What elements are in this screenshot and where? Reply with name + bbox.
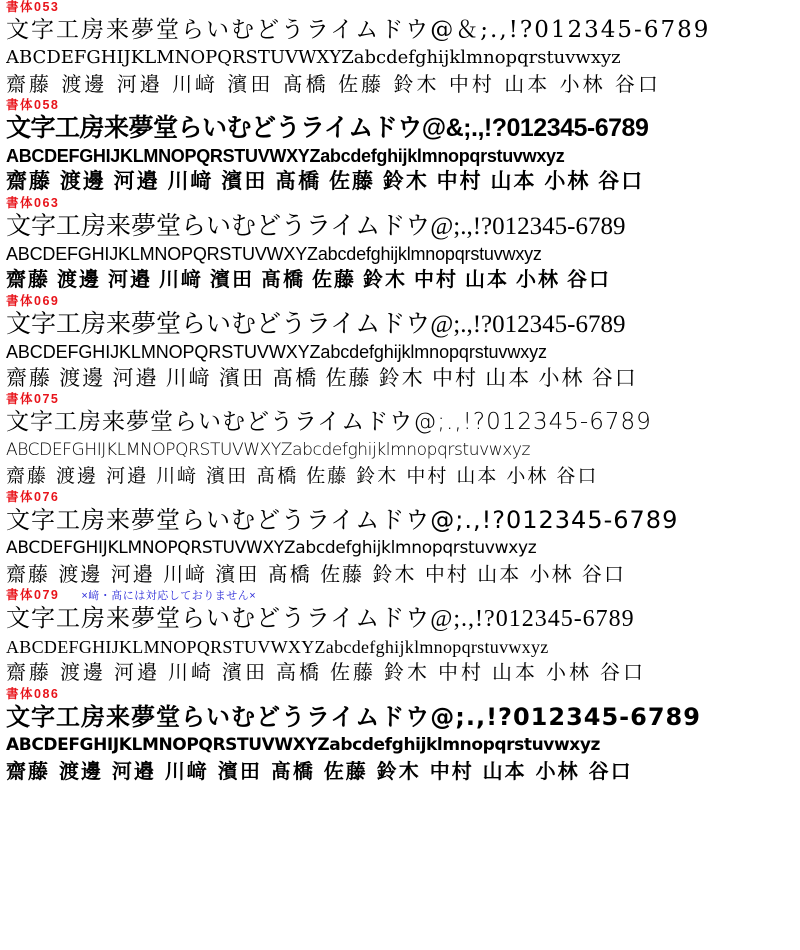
font-sample-block-063: [0, 196, 800, 294]
block-header: [6, 98, 796, 113]
sample-line-latin: ABCDEFGHIJKLMNOPQRSTUVWXYZabcdefghijklmnopqrstuvwxyz: [6, 146, 565, 166]
font-sample-block-079: [0, 588, 800, 687]
sample-line-names: 齋藤 渡邊 河邉 川﨑 濱田 髙橋 佐藤 鈴木 中村 山本 小林 谷口: [6, 562, 626, 586]
sample-line-names: 齋藤 渡邊 河邉 川﨑 濱田 髙橋 佐藤 鈴木 中村 山本 小林 谷口: [6, 72, 661, 96]
sample-line-latin: ABCDEFGHIJKLMNOPQRSTUVWXYZabcdefghijklmnopqrstuvwxyz: [6, 440, 531, 460]
block-header: [6, 294, 796, 309]
block-header: [6, 588, 796, 604]
font-style-title: 書体058: [6, 98, 60, 112]
font-style-title: 書体086: [6, 687, 60, 701]
font-style-title: 書体079: [6, 588, 60, 602]
font-sample-block-053: [0, 0, 800, 98]
font-style-note: ×﨑・髙には対応しておりません×: [81, 590, 257, 602]
font-style-title: 書体075: [6, 392, 60, 406]
font-style-title: 書体069: [6, 294, 60, 308]
block-header: [6, 490, 796, 505]
sample-line-latin: ABCDEFGHIJKLMNOPQRSTUVWXYZabcdefghijklmnopqrstuvwxyz: [6, 637, 549, 657]
sample-line-names: 齋藤 渡邊 河邉 川﨑 濱田 髙橋 佐藤 鈴木 中村 山本 小林 谷口: [6, 170, 645, 193]
sample-line-latin: ABCDEFGHIJKLMNOPQRSTUVWXYZabcdefghijklmnopqrstuvwxyz: [6, 735, 601, 755]
sample-line-japanese: 文字工房来夢堂らいむどうライムドウ@;.,!?012345-6789: [6, 703, 701, 731]
font-sample-block-086: [0, 687, 800, 785]
sample-line-names: 齋藤 渡邊 河邉 川﨑 濱田 髙橋 佐藤 鈴木 中村 山本 小林 谷口: [6, 269, 611, 291]
sample-line-names: 齋藤 渡邊 河邉 川﨑 濱田 髙橋 佐藤 鈴木 中村 山本 小林 谷口: [6, 759, 633, 783]
block-header: [6, 0, 796, 15]
font-sample-block-075: [0, 392, 800, 490]
block-header: [6, 392, 796, 407]
sample-line-latin: ABCDEFGHIJKLMNOPQRSTUVWXYZabcdefghijklmnopqrstuvwxyz: [6, 244, 542, 264]
block-header: [6, 687, 796, 702]
sample-line-names: 齋藤 渡邊 河邉 川﨑 濱田 髙橋 佐藤 鈴木 中村 山本 小林 谷口: [6, 366, 638, 390]
sample-line-latin: ABCDEFGHIJKLMNOPQRSTUVWXYZabcdefghijklmnopqrstuvwxyz: [6, 47, 621, 68]
sample-line-latin: ABCDEFGHIJKLMNOPQRSTUVWXYZabcdefghijklmnopqrstuvwxyz: [6, 538, 537, 558]
sample-line-names: 齋藤 渡邊 河邉 川﨑 濱田 髙橋 佐藤 鈴木 中村 山本 小林 谷口: [6, 465, 599, 487]
sample-line-names: 齋藤 渡邊 河邉 川崎 濱田 高橋 佐藤 鈴木 中村 山本 小林 谷口: [6, 662, 646, 684]
font-sample-block-069: [0, 294, 800, 392]
block-header: [6, 196, 796, 211]
sample-line-japanese: 文字工房来夢堂らいむどうライムドウ@;.,!?012345-6789: [6, 506, 679, 534]
sample-line-latin: ABCDEFGHIJKLMNOPQRSTUVWXYZabcdefghijklmnopqrstuvwxyz: [6, 342, 547, 362]
font-style-title: 書体076: [6, 490, 60, 504]
sample-line-japanese: 文字工房来夢堂らいむどうライムドウ@＆;.,!?012345-6789: [6, 17, 711, 43]
sample-line-japanese: 文字工房来夢堂らいむどうライムドウ@;.,!?012345-6789: [6, 409, 652, 435]
sample-line-japanese: 文字工房来夢堂らいむどうライムドウ@;.,!?012345-6789: [6, 606, 635, 632]
font-sample-block-058: [0, 98, 800, 196]
sample-line-japanese: 文字工房来夢堂らいむどうライムドウ@;.,!?012345-6789: [6, 311, 626, 338]
font-style-title: 書体053: [6, 0, 60, 14]
font-style-title: 書体063: [6, 196, 60, 210]
sample-line-japanese: 文字工房来夢堂らいむどうライムドウ@;.,!?012345-6789: [6, 213, 626, 240]
font-sample-block-076: [0, 490, 800, 588]
sample-line-japanese: 文字工房来夢堂らいむどうライムドウ@&;.,!?012345-6789: [6, 114, 649, 142]
